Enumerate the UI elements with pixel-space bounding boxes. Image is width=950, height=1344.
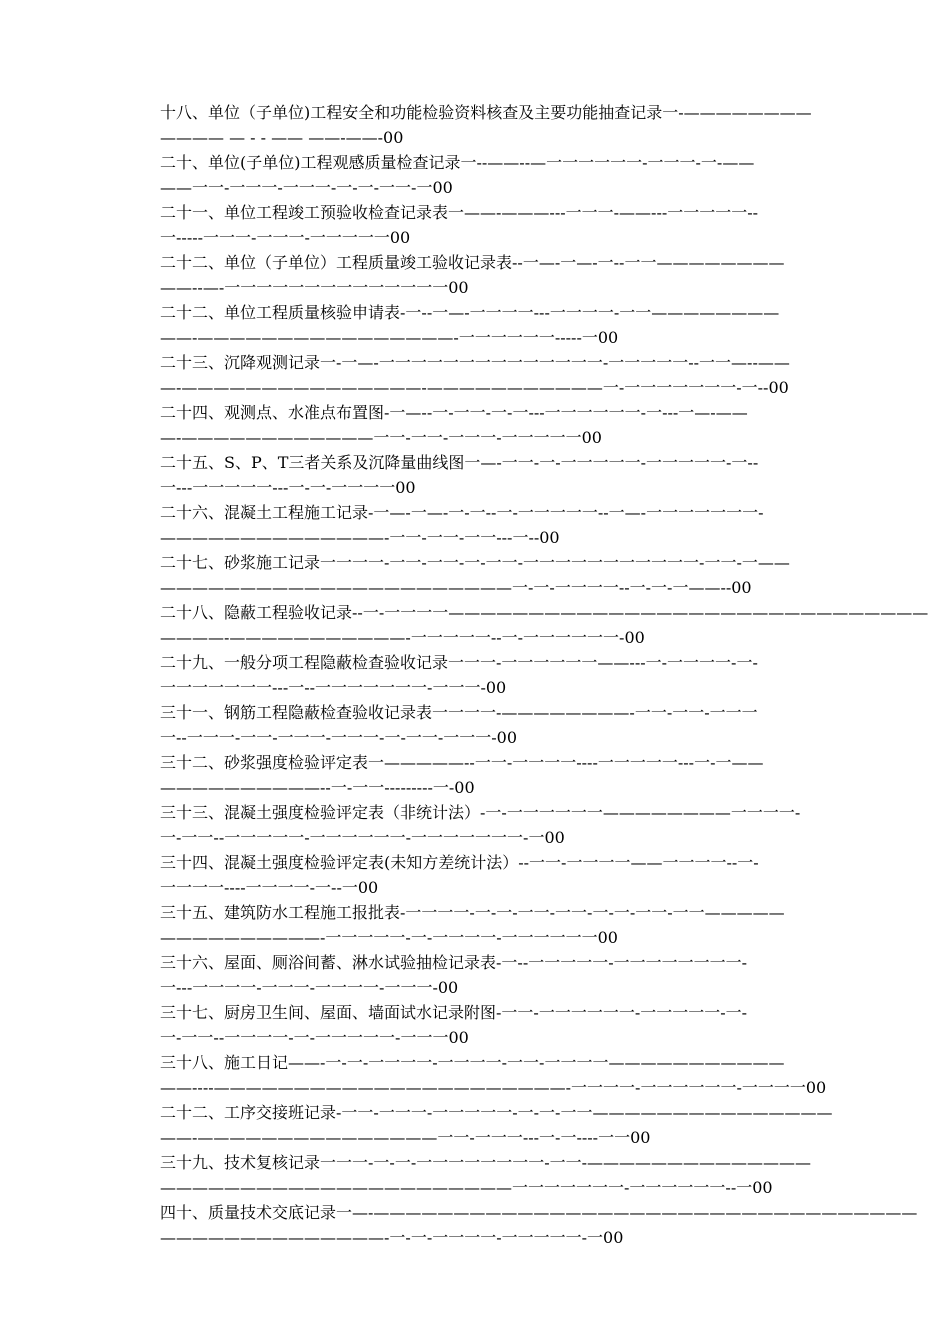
toc-entry-line2: 一-一一--一一一一一-一一一一一一-一一一一一一一-一00 bbox=[160, 828, 565, 847]
toc-entry bbox=[160, 200, 840, 250]
toc-entry-line2: ————-———————————-一一一一一--一-一一一一一一-00 bbox=[160, 628, 645, 647]
toc-entry bbox=[160, 900, 840, 950]
toc-entry-line1: 二十、单位(子单位)工程观感质量检查记录一--——--—一一一一一一-一一一-一-—— bbox=[160, 153, 755, 172]
toc-entry bbox=[160, 550, 840, 600]
toc-entry-line2: ——————————--一-一一---------一-00 bbox=[160, 778, 475, 797]
toc-entry-line1: 三十六、屋面、厕浴间蓄、淋水试验抽检记录表-一--一一一一一-一一一一一一一一- bbox=[160, 953, 748, 972]
toc-entry bbox=[160, 100, 840, 150]
toc-entry-line2: ——————————————-一一-一一-一一---一--00 bbox=[160, 528, 560, 547]
toc-entry bbox=[160, 1150, 840, 1200]
toc-entry-line1: 二十二、工序交接班记录-一一-一一一-一一一一一-一-一-一一——————————————— bbox=[160, 1103, 833, 1122]
toc-entry-line2: 一---一一一一一---一-一-一一一一00 bbox=[160, 478, 416, 497]
toc-entry bbox=[160, 1100, 840, 1150]
toc-entry bbox=[160, 1050, 840, 1100]
toc-entry-line1: 三十八、施工日记——-一-一-一一一一-一一一一-一一-一一一一——————————— bbox=[160, 1053, 785, 1072]
toc-entry-line2: ——----——————————————————————-一一一一-一一一一一一-一一一一00 bbox=[160, 1078, 827, 1097]
toc-entry-line2: ——————————————-一-一-一一一一-一一一一一-一00 bbox=[160, 1228, 624, 1247]
toc-entry bbox=[160, 150, 840, 200]
toc-entry-line1: 三十五、建筑防水工程施工报批表-一一一一-一-一-一一-一一-一-一-一一-一一————— bbox=[160, 903, 785, 922]
toc-entry-line1: 二十二、单位工程质量核验申请表-一--一—-一一一一---一一一一-一一———————— bbox=[160, 303, 780, 322]
toc-entry-line2: 一一一一一一一---一--一一一一一一一-一一一-00 bbox=[160, 678, 507, 697]
toc-entry-line1: 二十一、单位工程竣工预验收检查记录表一——-———---一一一-——---一一一一一-- bbox=[160, 203, 759, 222]
toc-entry-line1: 三十二、砂浆强度检验评定表一—————--一一-一一一一----一一一一一---一-一—— bbox=[160, 753, 764, 772]
toc-entry bbox=[160, 350, 840, 400]
toc-entry-line2: ——————————————————————一-一-一一一一--一-一-一——--00 bbox=[160, 578, 752, 597]
toc-entry-line2: ——-————————————————-一一一一一一-----一00 bbox=[160, 328, 619, 347]
toc-entry bbox=[160, 500, 840, 550]
toc-entry-line1: 三十三、混凝土强度检验评定表（非统计法）-一-一一一一一一————————一一一一- bbox=[160, 803, 801, 822]
toc-entry bbox=[160, 700, 840, 750]
toc-entry-line1: 四十、质量技术交底记录一—-—————————————————————————————————— bbox=[160, 1203, 918, 1222]
toc-entry-line2: ——————————————————————一一一一一一一-一一一一一一--一00 bbox=[160, 1178, 773, 1197]
toc-entry-line1: 二十六、混凝土工程施工记录-一—-一—-一-一--一-一一一一一--一—-一一一一一一一- bbox=[160, 503, 764, 522]
toc-entry bbox=[160, 950, 840, 1000]
toc-entry-line1: 三十四、混凝土强度检验评定表(未知方差统计法）--一一-一一一一——一一一一--一- bbox=[160, 853, 759, 872]
toc-entry-line1: 二十七、砂浆施工记录一一一一-一一-一一-一-一一-一一一一一一一一一一一-一一-一—— bbox=[160, 553, 790, 572]
toc-entry bbox=[160, 300, 840, 350]
toc-entry-line2: ——-———————————————一一-一一一---一-一----一一00 bbox=[160, 1128, 651, 1147]
toc-entry-line2: —-————————————一一-一一-一一一-一一一一一00 bbox=[160, 428, 602, 447]
toc-entry-line1: 二十八、隐蔽工程验收记录--一-一一一一—————————————————————————————— bbox=[160, 603, 929, 622]
toc-entry-line2: ——一一-一一一-一一一-一-一-一一-一00 bbox=[160, 178, 453, 197]
toc-entry-line2: —-———————————————-———————————一-一一一一一一一-一--00 bbox=[160, 378, 789, 397]
toc-entry-line2: 一一一一----一一一一-一--一00 bbox=[160, 878, 379, 897]
toc-entry bbox=[160, 1200, 918, 1250]
toc-entry bbox=[160, 1000, 840, 1050]
toc-entry bbox=[160, 650, 840, 700]
toc-entry-line1: 十八、单位（子单位)工程安全和功能检验资料核查及主要功能抽查记录一-———————— bbox=[160, 103, 812, 122]
toc-entry-line1: 三十九、技术复核记录一一一-一-一-一一一一一一一一-一一-—————————————— bbox=[160, 1153, 812, 1172]
toc-entry bbox=[160, 450, 840, 500]
toc-entry bbox=[160, 600, 929, 650]
toc-entry-line2: 一-----一一一-一一一-一一一一一00 bbox=[160, 228, 411, 247]
toc-entry-line2: ——————————-一一一一一-一-一一一一-一一一一一一00 bbox=[160, 928, 618, 947]
toc-entry-line1: 二十九、一般分项工程隐蔽检查验收记录一一一-一一一一一一——---一-一一一一-一- bbox=[160, 653, 758, 672]
toc-entry-line2: 一---一一一一-一一一-一一一一-一一一-00 bbox=[160, 978, 459, 997]
toc-entry-line2: ———— — - - —— ——-——-00 bbox=[160, 128, 404, 147]
toc-entry bbox=[160, 850, 840, 900]
toc-entry-line1: 二十五、S、P、T三者关系及沉降量曲线图一—-一一-一-一一一一一-一一一一一-一-- bbox=[160, 453, 759, 472]
toc-entry-line2: ——--—-一一一一一一一一一一一一一一00 bbox=[160, 278, 469, 297]
toc-entry-line1: 二十三、沉降观测记录一-一—-一一一一一一一一一一一一一一-一一一一一--一一—--—— bbox=[160, 353, 790, 372]
toc-entry-line2: 一-一一--一一一一-一-一一一一一-一一一00 bbox=[160, 1028, 469, 1047]
toc-entry bbox=[160, 750, 840, 800]
toc-entry bbox=[160, 400, 840, 450]
toc-entry bbox=[160, 250, 840, 300]
table-of-contents bbox=[160, 100, 929, 1250]
toc-entry bbox=[160, 800, 840, 850]
toc-entry-line1: 二十四、观测点、水准点布置图-一—--一-一一-一-一---一一一一一一-一---一—-—— bbox=[160, 403, 748, 422]
toc-entry-line1: 三十一、钢筋工程隐蔽检查验收记录表一一一一-————————-一一-一一-一一一 bbox=[160, 703, 758, 722]
toc-entry-line2: 一--一一一-一一-一一一-一一一-一-一一-一一一-00 bbox=[160, 728, 518, 747]
toc-entry-line1: 三十七、厨房卫生间、屋面、墙面试水记录附图-一一-一一一一一一-一一一一一-一- bbox=[160, 1003, 748, 1022]
toc-entry-line1: 二十二、单位（子单位）工程质量竣工验收记录表--一—-一—-一--一一———————— bbox=[160, 253, 785, 272]
